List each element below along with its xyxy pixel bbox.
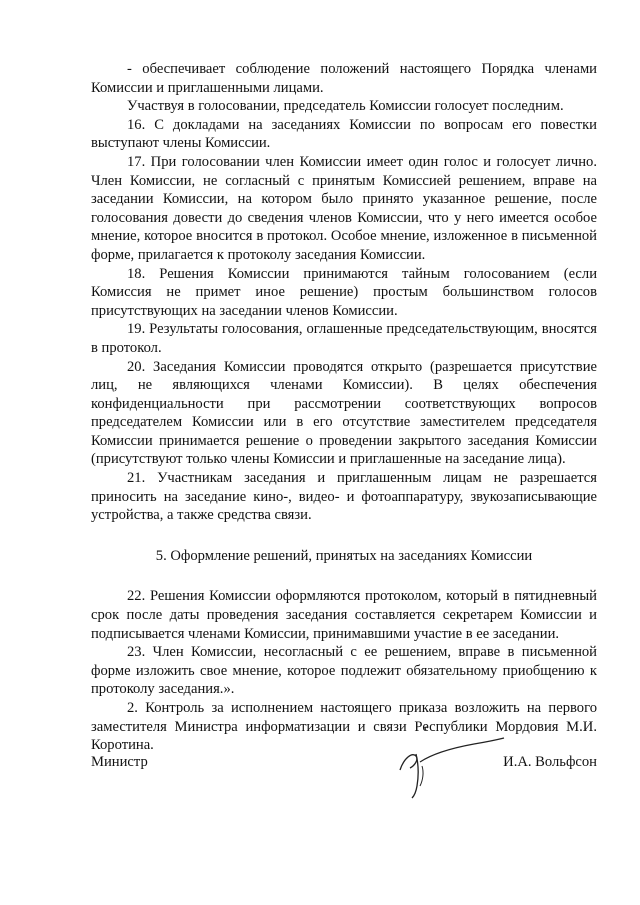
paragraph-order-control: 2. Контроль за исполнением настоящего приказа возложить на первого заместителя Министра информатизации и связи Республики Мордовия М.И. Коротина. [91, 700, 597, 754]
paragraph-23: 23. Член Комиссии, несогласный с ее решением, вправе в письменной форме изложить свое мнение, которое подлежит обязательному приобщению к протоколу заседания.». [91, 644, 597, 698]
paragraph-21: 21. Участникам заседания и приглашенным лицам не разрешается приносить на заседание кино-, видео- и фотоаппаратуру, звукозаписывающие устройства, а также средства связи. [91, 470, 597, 524]
signature-row [91, 754, 597, 778]
document-body [91, 60, 597, 755]
paragraph-duty-compliance: - обеспечивает соблюдение положений настоящего Порядка членами Комиссии и приглашенными лицами. [91, 61, 597, 96]
signer-title: Министр [91, 754, 148, 770]
paragraph-22: 22. Решения Комиссии оформляются протоколом, который в пятидневный срок после даты проведения заседания составляется секретарем Комиссии и подписывается членами Комиссии, принимавшими участие в ее заседании. [91, 588, 597, 642]
section-heading: 5. Оформление решений, принятых на заседаниях Комиссии [155, 547, 533, 564]
signer-name: И.А. Вольфсон [503, 754, 597, 770]
paragraph-17: 17. При голосовании член Комиссии имеет один голос и голосует лично. Член Комиссии, не согласный с принятым Комиссией решением, вправе на заседании Комиссии, на котором было принято указанное решение, после голосования довести до сведения членов Комиссии, что у него имеется особое мнение, которое вносится в протокол. Особое мнение, изложенное в письменной форме, прилагается к протоколу заседания Комиссии. [91, 153, 597, 263]
paragraph-20: 20. Заседания Комиссии проводятся открыто (разрешается присутствие лиц, не являющихся членами Комиссии). В целях обеспечения конфиденциальности при рассмотрении соответствующих вопросов председателем Комиссии или в его отсутствие заместителем председателя Комиссии принимается решение о проведении закрытого заседания Комиссии (присутствуют только члены Комиссии и приглашенные на заседание лица). [91, 358, 597, 468]
paragraph-16: 16. С докладами на заседаниях Комиссии по вопросам его повестки выступают члены Комиссии. [91, 116, 597, 152]
paragraph-18: 18. Решения Комиссии принимаются тайным голосованием (если Комиссия не примет иное решение) простым большинством голосов присутствующих на заседании членов Комиссии. [91, 265, 597, 319]
paragraph-19: 19. Результаты голосования, оглашенные председательствующим, вносятся в протокол. [91, 321, 597, 356]
paragraph-chair-votes-last: Участвуя в голосовании, председатель Комиссии голосует последним. [127, 98, 564, 115]
